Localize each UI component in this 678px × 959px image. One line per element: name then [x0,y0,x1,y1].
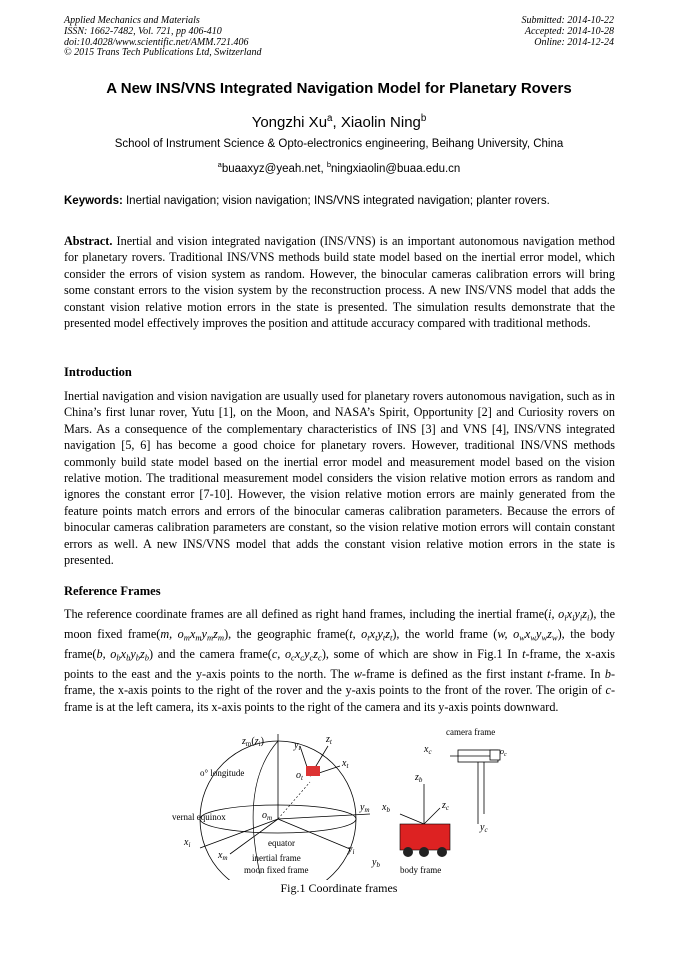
reference-frames-text: The reference coordinate frames are all defined as right hand frames, including the inertial frame(i, $o_ix_iy_iz_i$), the moon fixed frame(m, $o_mx_my_mz_m$), the geographic frame(t, $o_tx_ty_tz_t$), the world frame (w, $o_wx_wy_wz_w$), the body frame(b, $o_bx_by_bz_b$) and the camera frame(c, $o_cx_cy_cz_c$), some of which are show in Fig.1 In t-frame, the x-axis points to the east and the y-axis points to the north. The w-frame is defined as the first instant t-frame. In b-frame, the x-axis points to the right of the rover and the y-axis points to the front of the rover. The origin of c-frame is at the left camera, its x-axis points to the right of the camera and its y-axis points downward. [64,607,616,714]
author-separator: , [332,114,341,131]
camera-box [490,750,500,760]
figure-caption: Fig.1 Coordinate frames [280,881,398,895]
doi-line: doi:10.4028/www.scientific.net/AMM.721.406 [64,36,249,48]
ref-text-7: ), some of which are show in Fig.1 In [321,646,523,661]
xb-label: $x_b$ [382,802,390,814]
author-1-mark: a [327,113,333,124]
inertial-frame-label: inertial frame [252,853,301,863]
email-2-mark: b [326,160,331,169]
email-2[interactable]: ningxiaolin@buaa.edu.cn [331,162,461,175]
paper-title: A New INS/VNS Integrated Navigation Model for Planetary Rovers [106,80,572,97]
om-label: $o_m$ [262,810,273,822]
ref-text-10: -frame. In [550,666,605,681]
email-1-mark: a [217,160,222,169]
rover-body [400,824,450,850]
zc-axis [424,808,440,824]
body-frame-symbol: b, o [96,646,117,661]
xi-axis [200,819,278,848]
c-frame-ref: c [605,683,611,698]
ref-text-9: -frame is defined as the first instant [361,666,547,681]
ref-text-3: ), the geographic frame( [224,626,350,641]
ref-text-2: ), the moon fixed frame( [64,607,615,641]
moon-fixed-frame-label: moon fixed frame [244,865,309,875]
introduction-heading: Introduction [64,365,132,379]
b-frame-ref: b [604,666,611,681]
ref-text-1: The reference coordinate frames are all defined as right hand frames, including the inertial frame( [64,607,549,621]
introduction-text: Inertial navigation and vision navigation are usually used for planetary rovers autonomous navigation, such as in China’s first lunar rover, Yutu [1], on the Moon, and NASA’s Spirit, Opportunity [2] and Curiosity rovers on Mars. As a consequence of the complementary characteristics of INS [3] and VNS [4], INS/VNS integrated navigation [5, 6] has become a good choice for planetary rovers. However, traditional INS/VNS methods commonly build state model based on the inertial error model and measurement model based on the vision relative motion. The traditional measurement model considers the vision relative motion errors as random and ignores the constant error [7-10]. However, the vision relative motion errors are mainly generated from the feature points match errors and errors of the binocular cameras calibration parameters. Because the errors of binocular cameras calibration parameters are constant, so the vision relative motion errors will contain constant errors as well. A new INS/VNS model that adds the constant vision relative motion errors in the state is presented. [64,389,615,568]
journal-info [64,16,262,59]
t-frame-ref: t [522,646,526,661]
moon-frame-symbol: m, o [160,626,184,641]
email-1[interactable]: buaaxyz@yeah.net [221,162,321,175]
ref-text-12: -frame is at the left camera, its x-axis points to the right of the camera and its y-axis points downward. [64,683,615,714]
ref-text-8: -frame, the x-axis points to the east and the y-axis points to the north. The [64,646,615,681]
vernal-equinox-label: vernal equinox [172,812,226,822]
longitude-label: o° longitude [200,768,245,778]
rover-small [306,766,320,776]
journal-name: Applied Mechanics and Materials [64,15,200,26]
coordinate-frames-figure [160,724,540,880]
camera-frame-symbol: c, o [271,646,292,661]
abstract [64,233,615,331]
ym-label: $y_m$ [360,802,370,814]
yt-label: $y_t$ [294,740,301,752]
geographic-frame-symbol: t, o [349,626,368,641]
author-2-mark: b [420,113,427,124]
xm-axis [230,819,278,854]
camera-frame-label: camera frame [446,727,496,737]
affiliation: School of Instrument Science & Opto-electronics engineering, Beihang University, China [114,138,564,150]
issn-line: ISSN: 1662-7482, Vol. 721, pp 406-410 [64,25,222,37]
yi-label: $y_i$ [348,844,355,856]
xm-label: $x_m$ [218,850,228,862]
author-1: Yongzhi Xu [251,114,328,131]
rover-wheel [437,847,447,857]
xi-label: $x_i$ [184,837,191,849]
zc-label: $z_c$ [442,800,450,812]
rover-wheel [403,847,413,857]
yb-label: $y_b$ [372,857,380,869]
xb-axis [400,814,424,824]
abstract-label: Abstract. [64,234,113,248]
oc-label: $o_c$ [500,747,507,758]
body-camera-diagram [371,727,507,875]
equator-label: equator [268,838,295,848]
author-list [0,113,678,131]
dates-info [492,16,614,48]
ref-text-4: ), the world frame ( [392,626,498,641]
yc-label: $y_c$ [480,822,488,834]
inertial-frame-symbol: i, o [548,607,565,621]
keywords-text: Inertial navigation; vision navigation; INS/VNS integrated navigation; planter rovers. [122,195,550,207]
world-frame-symbol: w, o [497,626,520,641]
t-frame-ref-2: t [546,666,551,681]
radius-to-rover [278,782,310,819]
zm-zi-label: $z_m(z_i)$ [242,736,264,748]
xt-label: $x_t$ [342,758,349,770]
keywords [64,195,614,207]
zb-label: $z_b$ [415,772,423,784]
author-2: Xiaolin Ning [340,114,421,131]
reference-frames-heading: Reference Frames [64,584,161,598]
ref-text-11: -frame, the x-axis points to the right of the rover and the y-axis points to the front of the rover. The origin of [64,666,615,698]
email-list [0,160,678,175]
rover-wheel [419,847,429,857]
zt-label: $z_t$ [326,734,332,746]
submitted-date: Submitted: 2014-10-22 [521,15,614,26]
copyright-line: © 2015 Trans Tech Publications Ltd, Switzerland [64,47,262,59]
w-frame-ref: w [353,666,362,681]
ref-text-6: ) and the camera frame( [149,646,272,661]
keywords-label: Keywords: [64,195,123,207]
online-date: Online: 2014-12-24 [534,36,614,48]
body-frame-label: body frame [400,865,442,875]
ref-text-5: ), the body frame( [64,626,616,661]
ot-label: $o_t$ [296,770,303,782]
accepted-date: Accepted: 2014-10-28 [524,25,614,37]
inertial-moon-diagram [172,734,370,880]
xc-label: $x_c$ [424,744,432,756]
abstract-text: Inertial and vision integrated navigation (INS/VNS) is an important autonomous navigation method for planetary rovers. Traditional INS/VNS methods build state model based on the inertial error model, which consider the errors of vision system as random. However, the binocular cameras calibration errors will bring some constant errors to the vision system by the reconstruction process. A new INS/VNS model that adds the constant vision relative motion errors in the state is presented. The simulation results demonstrate that the presented model effectively improves the position and attitude accuracy compared with traditional methods. [64,234,615,331]
email-separator: , [320,162,327,175]
